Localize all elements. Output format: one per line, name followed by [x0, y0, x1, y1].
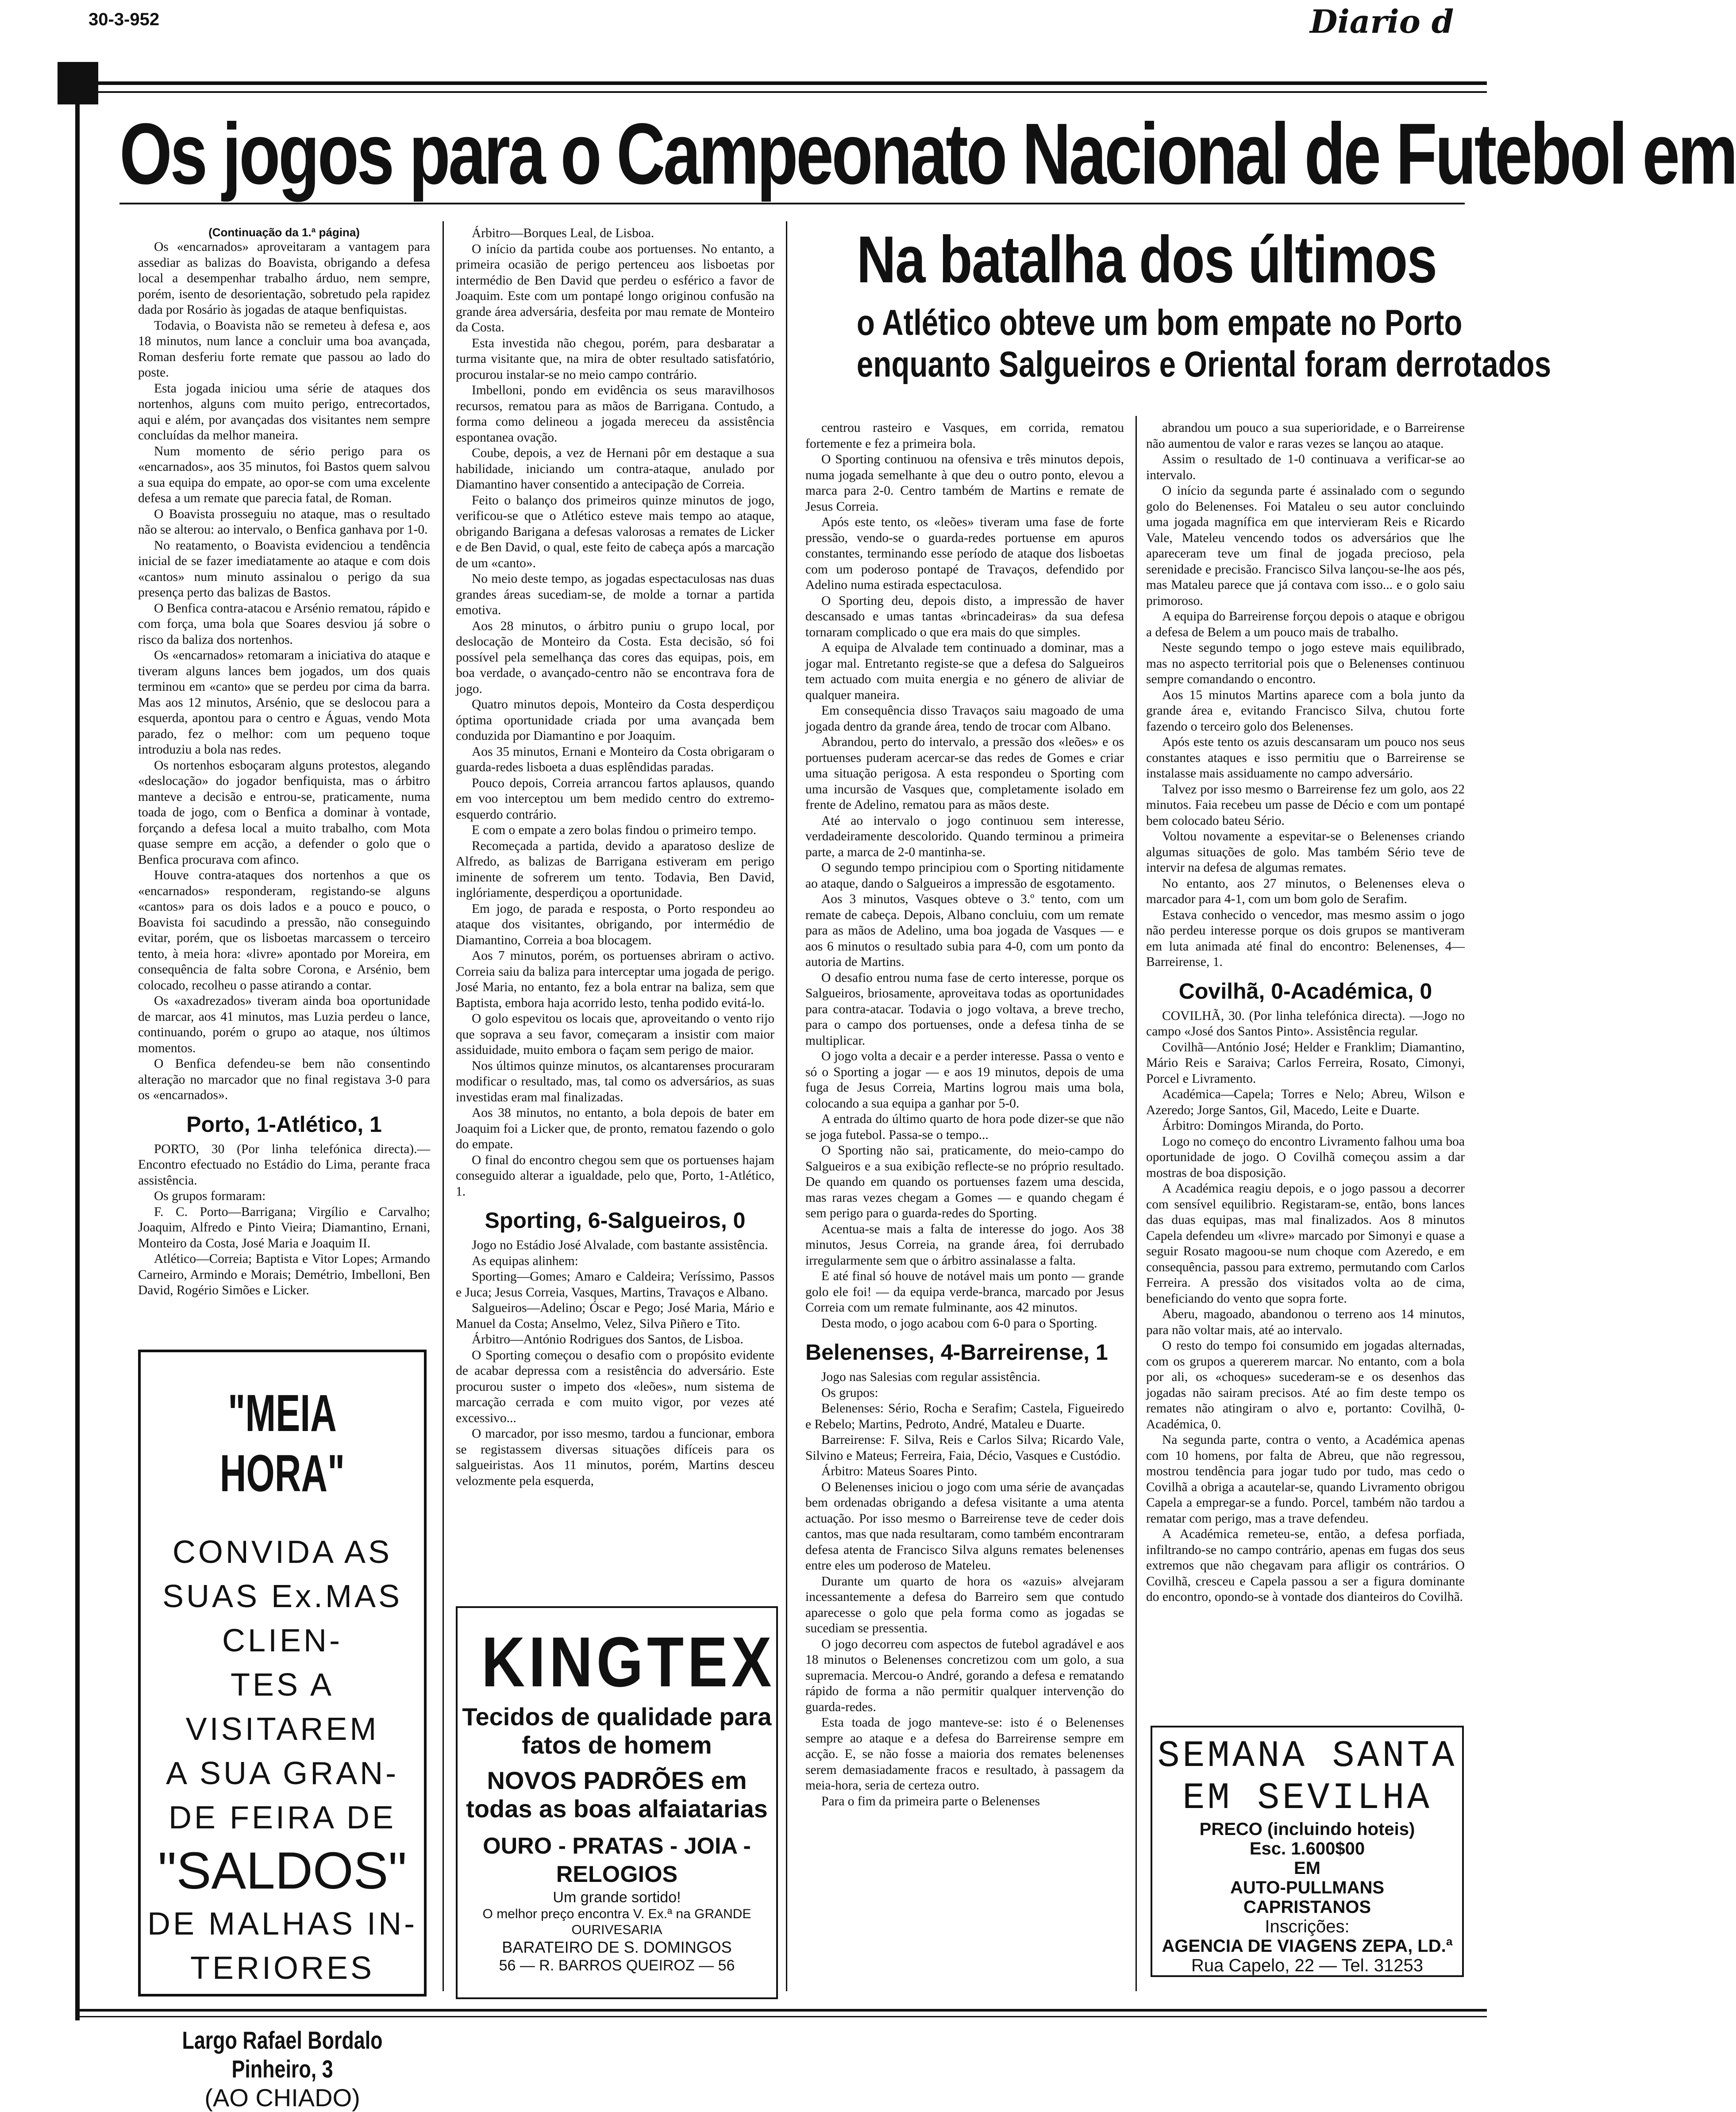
paragraph: Os grupos formaram: — [154, 1189, 266, 1203]
top-rule — [58, 81, 1487, 85]
paragraph: Árbitro: Domingos Miranda, do Porto. — [1162, 1119, 1364, 1133]
paragraph: Aos 35 minutos, Ernani e Monteiro da Costa obrigaram o guarda-redes lisboeta a duas esplêndidas paradas. — [456, 744, 774, 774]
paragraph: Após este tento os azuis descansaram um pouco nos seus constantes ataques e isso permitiu que o Barreirense se instalasse mais assiduamente no campo adversário. — [1146, 735, 1465, 781]
ad-line: DE MALHAS IN- — [147, 1906, 418, 1942]
article-belenenses-cont — [1146, 420, 1465, 970]
ad-area: (AO CHIADO) — [204, 2084, 360, 2112]
paragraph: Árbitro—Borques Leal, de Lisboa. — [472, 226, 654, 240]
paragraph: A equipa do Barreirense forçou depois o ataque e obrigou a defesa de Belem a um pouco mais de trabalho. — [1146, 609, 1465, 639]
paragraph: O Belenenses iniciou o jogo com uma série de avançadas bem ordenadas obrigando a defesa visitante a uma atenta actuação. Por isso mesmo o Barreirense teve de ceder dois cantos, mas que nada resultaram, como também encontraram defesa atenta de Francisco Silva alguns remates belenenses entre eles um poderoso de Mateleu. — [805, 1480, 1124, 1573]
section-title-sporting: Sporting, 6-Salgueiros, 0 — [485, 1208, 746, 1233]
ad-meia-hora — [138, 1350, 427, 2112]
paragraph: Logo no começo do encontro Livramento falhou uma boa oportunidade de jogo. O Covilhã começou assim a dar mostras de boa disposição. — [1146, 1134, 1465, 1180]
headline-rule — [119, 203, 1465, 204]
feature-deck-2: enquanto Salgueiros e Oriental foram derrotados — [856, 344, 1551, 385]
paragraph: No reatamento, o Boavista evidenciou a tendência inicial de se fazer imediatamente ao ataque e com dois «cantos» num minuto assinalou o perigo da sua presença perto das balizas de Bastos. — [138, 538, 430, 600]
paragraph: O segundo tempo principiou com o Sporting nitidamente ao ataque, dando o Salgueiros a impressão de esgotamento. — [805, 861, 1124, 891]
column-4 — [1146, 420, 1465, 1655]
issue-date: 30-3-952 — [89, 10, 160, 29]
paragraph: Até ao intervalo o jogo continuou sem interesse, verdadeiramente descolorido. Quando terminou a primeira parte, a marca de 2-0 mantinha-se. — [805, 813, 1124, 859]
paragraph: Aos 15 minutos Martins aparece com a bola junto da grande área e, evitando Francisco Silva, chutou forte fazendo o terceiro golo dos Belenenses. — [1146, 688, 1465, 734]
jewelry-heading: OURO - PRATAS - JOIA - RELOGIOS — [483, 1833, 751, 1887]
paragraph: O início da segunda parte é assinalado com o segundo golo do Belenenses. Foi Mataleu o seu autor concluindo uma jogada magnífica em que intervieram Reis e Ricardo Vale, Mateleu vencendo todos os adversários que lhe apareceram teve um final de jogada precioso, pela serenidade e precisão. Francisco Silva lançou-se-lhe aos pés, mas Mataleu parece que já contava com isso... e o golo saiu primoroso. — [1146, 484, 1465, 608]
paragraph: Esta toada de jogo manteve-se: isto é o Belenenses sempre ao ataque e a defesa do Barreirense sempre em acção. E, se não fosse a maioria dos remates belenenses serem demasiadamente fracos e resultado, à passagem da meia-hora, seria de certeza outro. — [805, 1716, 1124, 1793]
ad-price-label: PRECO (incluindo hoteis) — [1199, 1820, 1415, 1839]
paragraph: Estava conhecido o vencedor, mas mesmo assim o jogo não perdeu interesse porque os dois grupos se mantiveram em luta animada até final do encontro: Belenenses, 4—Barreirense, 1. — [1146, 908, 1465, 969]
newspaper-masthead: Diario d — [1310, 3, 1454, 40]
paragraph: Árbitro: Mateus Soares Pinto. — [821, 1464, 978, 1478]
paragraph: Jogo no Estádio José Alvalade, com bastante assistência. — [472, 1238, 768, 1252]
ad-line: TES A VISITAREM — [185, 1667, 379, 1747]
paragraph: F. C. Porto—Barrigana; Virgílio e Carvalho; Joaquim, Alfredo e Pinto Vieira; Diamantino, Ernani, Monteiro da Costa, José Maria e Joaquim II. — [138, 1204, 430, 1250]
paragraph: Sporting—Gomes; Amaro e Caldeira; Veríssimo, Passos e Juca; Jesus Correia, Vasques, Martins, Travaços e Albano. — [456, 1270, 774, 1300]
paragraph: Todavia, o Boavista não se remeteu à defesa e, aos 18 minutos, num lance a concluir uma boa avançada, Roman desferiu forte remate que passou ao lado do poste. — [138, 318, 430, 380]
paragraph: Neste segundo tempo o jogo esteve mais equilibrado, mas no aspecto territorial pois que o Belenenses continuou sempre comandando o encontro. — [1146, 641, 1465, 686]
paragraph: Covilhã—António José; Helder e Franklim; Diamantino, Mário Reis e Saraiva; Carlos Ferreira, Rosato, Cimonyi, Porcel e Livramento. — [1146, 1040, 1465, 1086]
paragraph: Quatro minutos depois, Monteiro da Costa desperdiçou óptima oportunidade criada por uma avançada bem conduzida por Diamantino e por Joaquim. — [456, 697, 774, 743]
paragraph: O final do encontro chegou sem que os portuenses hajam conseguido alterar a igualdade, pelo que, Porto, 1-Atlético, 1. — [456, 1153, 774, 1199]
paragraph: E com o empate a zero bolas findou o primeiro tempo. — [472, 823, 757, 837]
paragraph: O início da partida coube aos portuenses. No entanto, a primeira ocasião de perigo pertenceu aos lisboetas por intermédio de Ben David que perdeu o esférico a favor de Joaquim. Este com um pontapé longo originou confusão na grande área adversária, desfeita por mau remate de Monteiro da Costa. — [456, 242, 774, 335]
bottom-rule-thin — [75, 2016, 1487, 2017]
left-border — [75, 104, 80, 2020]
paragraph: Imbelloni, pondo em evidência os seus maravilhosos recursos, rematou para as mãos de Barrigana. Contudo, a forma como delineou a jogada mereceu da assistência espontanea ovação. — [456, 383, 774, 445]
page-headline: Os jogos para o Campeonato Nacional de Futebol em — [119, 105, 1736, 202]
paragraph: Os «axadrezados» tiveram ainda boa oportunidade de marcar, aos 41 minutos, mas Luzia perdeu o lance, continuando, porém o grupo ao ataque, nos últimos momentos. — [138, 994, 430, 1055]
feature-deck-1: o Atlético obteve um bom empate no Porto — [856, 303, 1463, 343]
ad-line-2: EM SEVILHA — [1182, 1777, 1432, 1820]
ad-meia-hora-title: "MEIA HORA" — [219, 1384, 345, 1503]
kingtex-line: Tecidos de qualidade para fatos de homem — [462, 1703, 772, 1759]
paragraph: As equipas alinhem: — [472, 1254, 578, 1268]
ad-transport: AUTO-PULLMANS — [1230, 1878, 1385, 1897]
paragraph: Coube, depois, a vez de Hernani pôr em destaque a sua habilidade, iniciando um contra-ataque, anulado por Diamantino haver consentido a antecipação de Correia. — [456, 446, 774, 492]
paragraph: Em jogo, de parada e resposta, o Porto respondeu ao ataque dos visitantes, obrigando, por intermédio de Diamantino, Correia a boa blocagem. — [456, 901, 774, 947]
kingtex-line: NOVOS PADRÕES em todas as boas alfaiatarias — [466, 1766, 768, 1823]
jewelry-sub: Um grande sortido! — [553, 1889, 681, 1906]
paragraph: O desafio entrou numa fase de certo interesse, porque os Salgueiros, briosamente, aproveitava todas as oportunidades para contra-atacar. Todavia o jogo voltava, a breve trecho, para o campo dos portuenses, onde a defesa tinha de se multiplicar. — [805, 970, 1124, 1048]
paragraph: A equipa de Alvalade tem continuado a dominar, mas a jogar mal. Entretanto registe-se que a defesa do Salgueiros tem actuado com muita energia e no género de aliviar de qualquer maneira. — [805, 641, 1124, 702]
paragraph: Aos 38 minutos, no entanto, a bola depois de bater em Joaquim foi a Licker que, de pronto, rematou fazendo o golo do empate. — [456, 1106, 774, 1151]
article-benfica-text — [138, 239, 430, 1104]
ad-line: A SUA GRAN- — [166, 1756, 399, 1791]
paragraph: O resto do tempo foi consumido em jogadas alternadas, com os grupos a quererem marcar. No entanto, com a bola por ali, os «choques» sucederam-se e os desenhos das jogadas não sairam precisos. Até ao fim deste tempo os remates não atingiram o alvo e, portanto: Covilhã, 0-Académica, 0. — [1146, 1339, 1465, 1431]
paragraph: COVILHÃ, 30. (Por linha telefónica directa). —Jogo no campo «José dos Santos Pinto». Assistência regular. — [1146, 1008, 1465, 1039]
paragraph: Assim o resultado de 1-0 continuava a verificar-se ao intervalo. — [1146, 452, 1465, 482]
paragraph: Aberu, magoado, abandonou o terreno aos 14 minutos, para não voltar mais, até ao intervalo. — [1146, 1307, 1465, 1337]
paragraph: Nos últimos quinze minutos, os alcantarenses procuraram modificar o resultado, mas, tal como os adversários, as suas investidas eram mal finalizadas. — [456, 1058, 774, 1104]
article-sporting-text — [456, 1238, 774, 1489]
top-rule-thin — [58, 91, 1487, 93]
ad-address: Largo Rafael Bordalo Pinheiro, 3 — [182, 2026, 383, 2083]
article-atletico-text — [456, 226, 774, 1200]
paragraph: O Sporting começou o desafio com o propósito evidente de acabar depressa com a resistência do adversário. Este procurou suster o impeto dos «leões», num sistema de marcação cerrada e com muito vigor, por vezes até excessivo... — [456, 1348, 774, 1425]
paragraph: A Académica reagiu depois, e o jogo passou a decorrer com sensível equilibrio. Registaram-se, então, bons lances das duas equipas, mas mal finalizados. Aos 8 minutos Capela defendeu um «livre» marcado por Simonyi e quase a seguir Rosato magoou-se num choque com Azeredo, e em consequência, passou para extremo, permutando com Carlos Ferreira. A pressão dos visitados volta ao de cima, beneficiando do vento que sopra forte. — [1146, 1181, 1465, 1306]
paragraph: O golo espevitou os locais que, aproveitando o vento rijo que soprava a seu favor, começaram a insistir com maior assiduidade, muito embora o façam sem perigo de maior. — [456, 1012, 774, 1057]
paragraph: PORTO, 30 (Por linha telefónica directa).— Encontro efectuado no Estádio do Lima, perante fraca assistência. — [138, 1142, 430, 1188]
paragraph: Árbitro—António Rodrigues dos Santos, de Lisboa. — [472, 1332, 743, 1346]
paragraph: Durante um quarto de hora os «azuis» alvejaram incessantemente a defesa do Barreiro sem que contudo aparecesse o golo que pela forma como as jogadas se sucediam se pressentia. — [805, 1574, 1124, 1635]
paragraph: Abrandou, perto do intervalo, a pressão dos «leões» e os portuenses puderam acercar-se das redes de Gomes e criar uma situação perigosa. A esta respondeu o Sporting com uma incursão de Vasques que, completamente isolado em frente de Adelino, rematou para as mãos deste. — [805, 735, 1124, 812]
ad-address: Rua Capelo, 22 — Tel. 31253 — [1191, 1956, 1424, 1975]
ad-line: CONVIDA AS — [172, 1535, 393, 1570]
paragraph: A entrada do último quarto de hora pode dizer-se que não se joga futebol. Passa-se o tempo... — [805, 1112, 1124, 1142]
ad-saldos: "SALDOS" — [158, 1842, 407, 1900]
paragraph: Na segunda parte, contra o vento, a Académica apenas com 10 homens, por falta de Abreu, que não regressou, mostrou tendência para jogar tudo por tudo, mas cedo o Covilhã a obriga a acautelar-se, quando Livramento obrigou Capela a empregar-se a fundo. Porcel, também não tardou a rematar com perigo, mas a trave defendeu. — [1146, 1433, 1465, 1526]
paragraph: Aos 3 minutos, Vasques obteve o 3.º tento, com um remate de cabeça. Depois, Albano concluiu, com um remate para as mãos de Adelino, uma boa jogada de Vasques — e aos 6 minutos o resultado subia para 4-0, com um ponto da autoria de Martins. — [805, 892, 1124, 969]
paragraph: Voltou novamente a espevitar-se o Belenenses criando algumas situações de golo. Mas também Sério teve de intervir na defesa de algumas remates. — [1146, 829, 1465, 875]
paragraph: Feito o balanço dos primeiros quinze minutos de jogo, verificou-se que o Atlético esteve mais tempo ao ataque, obrigando Barigana a defesas valorosas a remates de Licker e de Ben David, o qual, este feito de cabeça após a marcação de um «canto». — [456, 493, 774, 570]
paragraph: Acentua-se mais a falta de interesse do jogo. Aos 38 minutos, Jesus Correia, na grande área, foi derrubado irregularmente sem que o árbitro assinalasse a falta. — [805, 1222, 1124, 1268]
ad-line-1: SEMANA SANTA — [1157, 1735, 1457, 1777]
section-title-belenenses: Belenenses, 4-Barreirense, 1 — [805, 1340, 1108, 1365]
paragraph: O Sporting não sai, praticamente, do meio-campo do Salgueiros e a sua exibição reflecte-se no próprio resultado. De quando em quando os portuenses fazem uma descida, mas raras vezes chegam a Gomes — e quando chegam é sem perigo para o guarda-redes do Sporting. — [805, 1143, 1124, 1220]
ad-semana-santa — [1151, 1726, 1464, 1977]
paragraph: abrandou um pouco a sua superioridade, e o Barreirense não aumentou de valor e raras vezes se lançou ao ataque. — [1146, 421, 1465, 451]
paragraph: Os «encarnados» aproveitaram a vantagem para assediar as balizas do Boavista, obrigando a defesa local a desempenhar trabalho árduo, nem sempre, porém, isento de desorientação, sobretudo pela rapidez dada por Rosário às jogadas de ataque benfiquistas. — [138, 240, 430, 317]
paragraph: centrou rasteiro e Vasques, em corrida, rematou fortemente e fez a primeira bola. — [805, 421, 1124, 451]
paragraph: Num momento de sério perigo para os «encarnados», aos 35 minutos, foi Bastos quem salvou a sua equipa do empate, ao opor-se com uma excelente defesa a um remate que parecia fatal, de Roman. — [138, 444, 430, 505]
paragraph: A Académica remeteu-se, então, a defesa porfiada, infiltrando-se no campo contrário, apenas em fugas dos seus extremos que não chegavam para afligir os contrários. O Covilhã, cresceu e Capela passou a ser a figura dominante do encontro, opondo-se à vontade dos dianteiros do Covilhã. — [1146, 1527, 1465, 1604]
paragraph: No meio deste tempo, as jogadas espectaculosas nas duas grandes áreas sucediam-se, de molde a tornar a partida emotiva. — [456, 572, 774, 617]
paragraph: Os «encarnados» retomaram a iniciativa do ataque e tiveram alguns lances bem jogados, um dos quais terminou em «canto» que se perdeu por cima da barra. Mas aos 12 minutos, Arsénio, que se deslocou para a esquerda, apontou para o centro e Águas, vendo Mota parado, fez o melhor: com um pequeno toque introduziu a bola nas redes. — [138, 648, 430, 757]
paragraph: Para o fim da primeira parte o Belenenses — [821, 1794, 1040, 1808]
jewelry-address: 56 — R. BARROS QUEIROZ — 56 — [499, 1957, 735, 1974]
paragraph: O Benfica contra-atacou e Arsénio rematou, rápido e com força, uma bola que Soares desviou já sobre o risco da baliza dos nortenhos. — [138, 601, 430, 647]
paragraph: Após este tento, os «leões» tiveram uma fase de forte pressão, vendo-se o guarda-redes portuense em apuros constantes, terminando esse período de ataque dos lisboetas com um poderoso pontapé de Travaços, defendido por Adelino numa estirada espectaculosa. — [805, 515, 1124, 592]
article-sporting-cont — [805, 420, 1124, 1331]
ad-line: DE FEIRA DE — [168, 1800, 396, 1835]
paragraph: O jogo decorreu com aspectos de futebol agradável e aos 18 minutos o Belenenses concretizou com um golo, a sua supremacia. Mercou-o André, gorando a defesa e rematando rápido de forma a não permitir qualquer intervenção do guarda-redes. — [805, 1637, 1124, 1714]
paragraph: O Sporting continuou na ofensiva e três minutos depois, numa jogada semelhante à que deu o outro ponto, elevou a marca para 2-0. Centro também de Martins e remate de Jesus Correia. — [805, 452, 1124, 514]
paragraph: Talvez por isso mesmo o Barreirense fez um golo, aos 22 minutos. Faia recebeu um passe de Décio e com um pontapé bem colocado bateu Sério. — [1146, 782, 1465, 828]
article-porto-text — [138, 1142, 430, 1299]
paragraph: Os nortenhos esboçaram alguns protestos, alegando «deslocação» do jogador benfiquista, mas o árbitro manteve a decisão e entrou-se, praticamente, numa toada de jogo, com o Benfica a dominar à vontade, forçando a defesa local a muito trabalho, com Mota quase sempre em acção, a defender o golo que o Benfica procurava com afinco. — [138, 758, 430, 867]
section-title-covilha: Covilhã, 0-Académica, 0 — [1178, 978, 1432, 1004]
paragraph: Aos 7 minutos, porém, os portuenses abriram o activo. Correia saiu da baliza para interceptar uma jogada de perigo. José Maria, no entanto, fez a bola entrar na baliza, sem que Baptista, embora haja acorrido lesto, tenha podido evitá-lo. — [456, 949, 774, 1010]
paragraph: O marcador, por isso mesmo, tardou a funcionar, embora se registassem diversas situações difíceis para os salgueiristas. Aos 11 minutos, porém, Martins desceu velozmente pela esquerda, — [456, 1427, 774, 1488]
column-3 — [805, 420, 1124, 1996]
paragraph: O Boavista prosseguiu no ataque, mas o resultado não se alterou: ao intervalo, o Benfica ganhava por 1-0. — [138, 507, 430, 537]
ad-em: EM — [1294, 1858, 1320, 1878]
paragraph: Jogo nas Salesias com regular assistência. — [821, 1370, 1040, 1384]
paragraph: Esta jogada iniciou uma série de ataques dos nortenhos, alguns com muito perigo, entrecortados, aqui e além, por avançadas dos visitantes nem sempre concluídas da melhor maneira. — [138, 381, 430, 442]
paragraph: Belenenses: Sério, Rocha e Serafim; Castela, Figueiredo e Rebelo; Martins, Pedroto, André, Mataleu e Duarte. — [805, 1401, 1124, 1431]
paragraph: O Sporting deu, depois disto, a impressão de haver descansado e umas tantas «brincadeiras» da sua defesa tornaram complicado o que era mais do que simples. — [805, 593, 1124, 639]
paragraph: Pouco depois, Correia arrancou fartos aplausos, quando em voo interceptou um bem medido centro do extremo-esquerdo contrário. — [456, 776, 774, 822]
paragraph: O Benfica defendeu-se bem não consentindo alteração no marcador que no final registava 3-0 para os «encarnados». — [138, 1057, 430, 1102]
paragraph: Aos 28 minutos, o árbitro puniu o grupo local, por deslocação de Monteiro da Costa. Esta decisão, só foi possível pela semelhança das cores das equipas, pois, em boa verdade, o avançado-centro não se encontrava fora de jogo. — [456, 619, 774, 696]
jewelry-shop: BARATEIRO DE S. DOMINGOS — [502, 1938, 732, 1956]
paragraph: Salgueiros—Adelino; Óscar e Pego; José Maria, Mário e Manuel da Costa; Anselmo, Velez, Silva Piñero e Tito. — [456, 1301, 774, 1331]
paragraph: Atlético—Correia; Baptista e Vitor Lopes; Armando Carneiro, Armindo e Morais; Demétrio, Imbelloni, Ben David, Rogério Simões e Licker. — [138, 1252, 430, 1297]
kingtex-brand: KINGTEX — [481, 1622, 775, 1701]
column-rule — [786, 221, 787, 1991]
continuation-note: (Continuação da 1.ª página) — [208, 226, 360, 239]
paragraph: Esta investida não chegou, porém, para desbaratar a turma visitante que, na mira de obter resultado satisfatório, procurou instalar-se no meio campo contrário. — [456, 336, 774, 382]
ad-brand: CAPRISTANOS — [1243, 1897, 1371, 1917]
paragraph: Barreirense: F. Silva, Reis e Carlos Silva; Ricardo Vale, Silvino e Mateus; Ferreira, Faia, Décio, Vasques e Custódio. — [805, 1433, 1124, 1463]
ad-kingtex — [456, 1606, 778, 1999]
jewelry-body: O melhor preço encontra V. Ex.ª na GRANDE OURIVESARIA — [482, 1907, 751, 1937]
paragraph: Desta modo, o jogo acabou com 6-0 para o Sporting. — [821, 1316, 1097, 1331]
feature-kicker: Na batalha dos últimos — [856, 222, 1437, 296]
ad-line: SUAS Ex.MAS CLIEN- — [162, 1579, 403, 1658]
article-covilha-text — [1146, 1008, 1465, 1605]
paragraph: Em consequência disso Travaços saiu magoado de uma jogada dentro da grande área, tendo de trocar com Albano. — [805, 704, 1124, 734]
column-1 — [138, 226, 430, 1336]
article-belenenses-text — [805, 1370, 1124, 1809]
ad-line: TERIORES — [190, 1950, 375, 1986]
paragraph: No entanto, aos 27 minutos, o Belenenses eleva o marcador para 4-1, com um bom golo de Serafim. — [1146, 876, 1465, 906]
ad-price: Esc. 1.600$00 — [1249, 1839, 1365, 1858]
feature-headline — [797, 221, 1551, 407]
paragraph: Os grupos: — [821, 1385, 878, 1400]
paragraph: E até final só houve de notável mais um ponto — grande golo ele foi! — da equipa verde-branca, marcado por Jesus Correia com um remate fulminante, aos 42 minutos. — [805, 1269, 1124, 1315]
ad-agency: AGENCIA DE VIAGENS ZEPA, LD.ª — [1162, 1936, 1453, 1956]
column-rule — [443, 221, 444, 1991]
bottom-rule — [75, 2009, 1487, 2012]
paragraph: Recomeçada a partida, devido a aparatoso deslize de Alfredo, as balizas de Barrigana estiveram em perigo iminente de sofrerem um tento. Todavia, Ben David, inglóriamente, desperdiçou a oportunidade. — [456, 839, 774, 900]
section-title-porto: Porto, 1-Atlético, 1 — [186, 1112, 382, 1137]
paragraph: Académica—Capela; Torres e Nelo; Abreu, Wilson e Azeredo; Jorge Santos, Gil, Macedo, Leite e Duarte. — [1146, 1087, 1465, 1117]
column-rule — [1136, 416, 1137, 1991]
paragraph: Houve contra-ataques dos nortenhos a que os «encarnados» responderam, registando-se alguns «cantos» para os dois lados e a pouco e pouco, o Boavista foi sacudindo a pressão, não conseguindo evitar, porém, que os lisboetas marcassem o terceiro tento, à meia hora: «livre» apontado por Moreira, em consequência de falta sobre Corona, e Arsénio, bem colocado, recolheu o passe atirando a contar. — [138, 868, 430, 993]
paragraph: O jogo volta a decair e a perder interesse. Passa o vento e só o Sporting a jogar — e aos 19 minutos, depois de uma fuga de Jesus Correia, Martins logrou mais uma bola, colocando a sua equipa a ganhar por 5-0. — [805, 1049, 1124, 1111]
ad-inscricoes: Inscrições: — [1265, 1917, 1350, 1936]
